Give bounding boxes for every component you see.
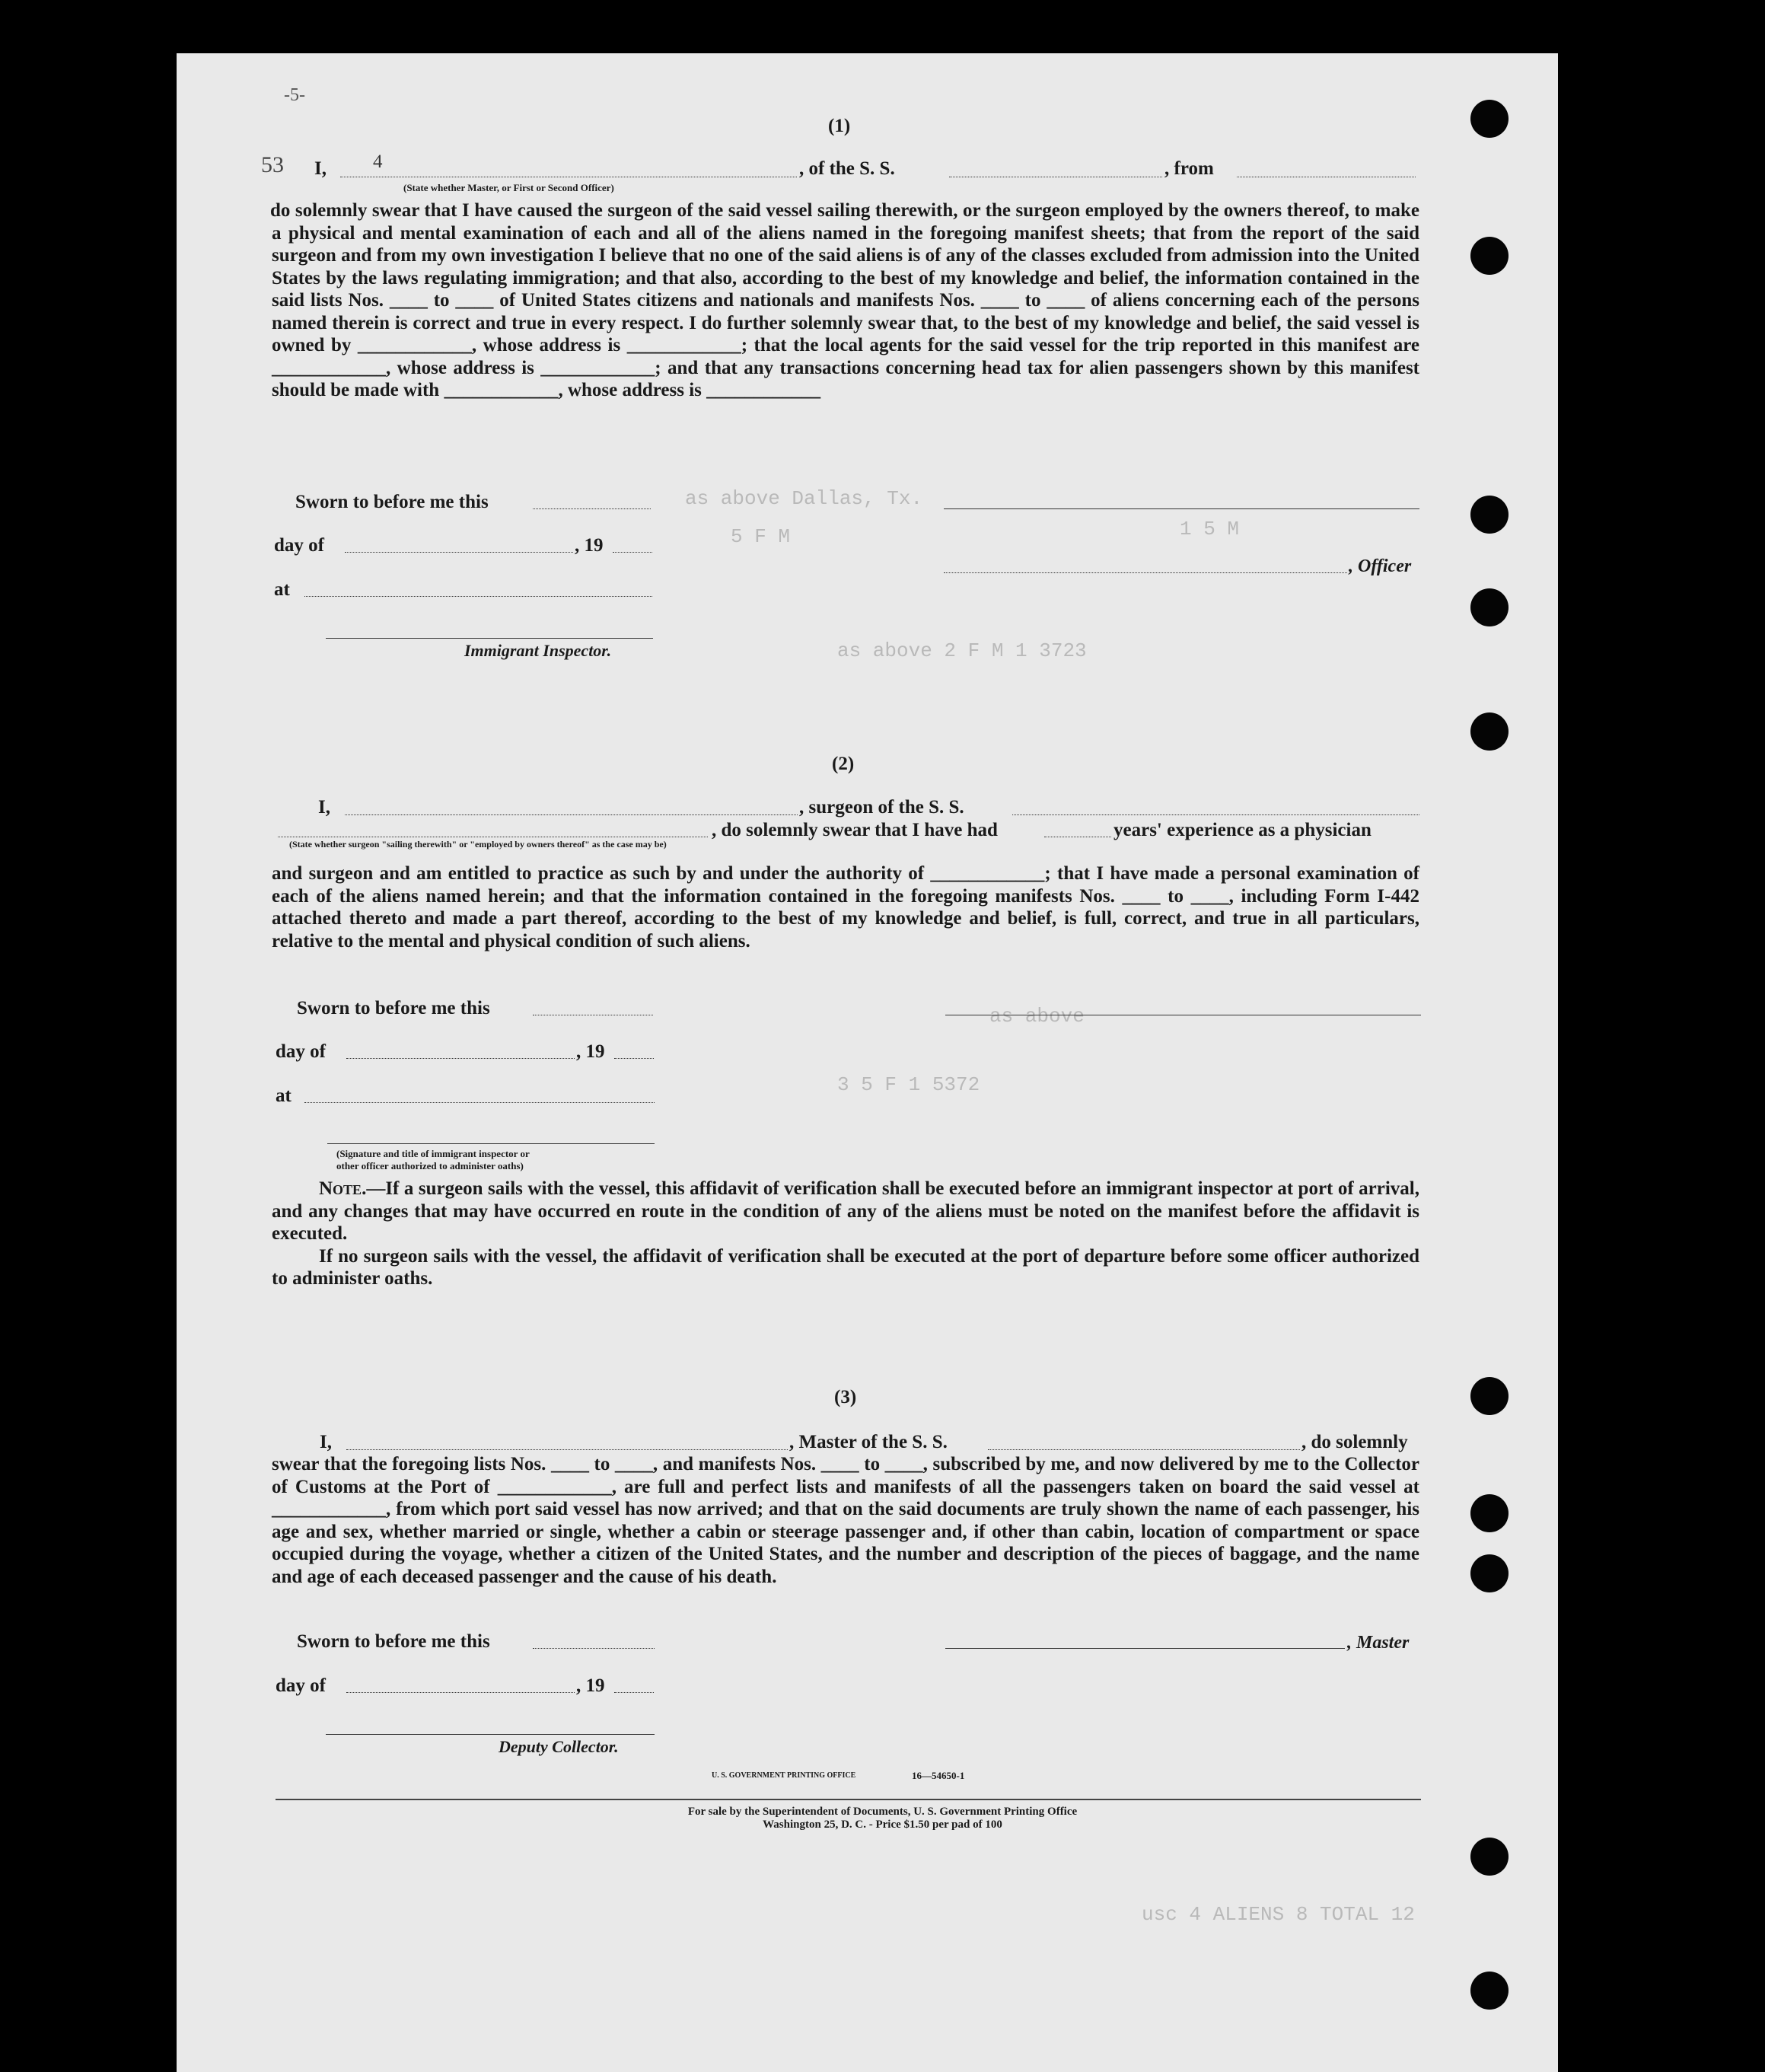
officer-label: , Officer bbox=[1349, 556, 1412, 576]
caption-signature-2: other officer authorized to administer oaths) bbox=[336, 1160, 524, 1171]
section-2-oath-text: and surgeon and am entitled to practice as such by and under the authority of ____________; that I have made a personal examination of each of the aliens named herein; and that the information contained in the foregoing manifests Nos. ____ to ____, including Form I-442 attached thereto and made a part thereof, according to the best of my knowledge and belief, is full, correct, and true in all particulars, relative to the mental and physical condition of such aliens. bbox=[272, 863, 1419, 952]
section-3-I: I, bbox=[320, 1432, 332, 1452]
day-of-label-2: day of bbox=[276, 1041, 326, 1062]
caption-officer: (State whether Master, or First or Second Officer) bbox=[403, 182, 614, 193]
caption-surgeon: (State whether surgeon "sailing therewith" or "employed by owners thereof" as the case may be) bbox=[289, 839, 667, 850]
do-solemnly-label: , do solemnly bbox=[1301, 1432, 1408, 1452]
section-1-oath-paragraph: do solemnly swear that I have caused the surgeon of the said vessel sailing therewith, or the surgeon employed by the owners thereof, to make a physical and mental examination of each and all of the aliens named in the foregoing manifest sheets; that from the report of the said surgeon and from my own investigation I believe that no one of the said aliens is of any of the classes excluded from admission into the United States by the laws regulating immigration; and that also, according to the best of my knowledge and belief, the information contained in the said lists Nos. ____ to ____ of United States citizens and nationals and manifests Nos. ____ to ____ of aliens concerning each of the persons named therein is correct and true in every respect. I do further solemnly swear that, to the best of my knowledge and belief, the said vessel is owned by ____________, whose address is ____________; that the local agents for the said vessel for the trip reported in this manifest are ____________, whose address is ____________; and that any transactions concerning head tax for alien passengers shown by this manifest should be made with ____________, whose address is ____________ bbox=[270, 200, 1419, 400]
binder-hole bbox=[1470, 1554, 1509, 1592]
binder-hole bbox=[1470, 237, 1509, 275]
surgeon-name-field[interactable] bbox=[345, 814, 798, 815]
year-field-3[interactable] bbox=[614, 1692, 654, 1693]
from-label: , from bbox=[1164, 158, 1214, 179]
master-signature-line[interactable] bbox=[945, 1648, 1345, 1649]
master-of-ss-label: , Master of the S. S. bbox=[789, 1432, 948, 1452]
at-field-1[interactable] bbox=[304, 596, 652, 597]
binder-hole bbox=[1470, 100, 1509, 138]
sworn-label-2: Sworn to before me this bbox=[297, 998, 490, 1018]
note-label: Note. bbox=[319, 1178, 367, 1199]
surgeon-of-ss-label: , surgeon of the S. S. bbox=[799, 797, 964, 818]
bleed-through-text: 3 5 F 1 5372 bbox=[837, 1073, 980, 1096]
sworn-label-1: Sworn to before me this bbox=[295, 492, 489, 512]
day-of-label-3: day of bbox=[276, 1675, 326, 1696]
section-1-oath-text bbox=[272, 199, 1419, 402]
deputy-collector-label: Deputy Collector. bbox=[499, 1737, 619, 1756]
at-field-2[interactable] bbox=[304, 1102, 655, 1103]
note-block bbox=[272, 1178, 1419, 1290]
master-label: , Master bbox=[1347, 1633, 1410, 1653]
binder-hole bbox=[1470, 1377, 1509, 1415]
year-label-1: , 19 bbox=[575, 535, 604, 556]
note-paragraph-1 bbox=[272, 1178, 1419, 1245]
handwritten-mark: 4 bbox=[373, 151, 383, 172]
officer-title-line[interactable] bbox=[944, 572, 1347, 573]
year-label-3: , 19 bbox=[576, 1675, 605, 1696]
master-name-field[interactable] bbox=[346, 1449, 788, 1450]
day-of-field-3[interactable] bbox=[346, 1692, 575, 1693]
bleed-through-text: usc 4 ALIENS 8 TOTAL 12 bbox=[1142, 1903, 1415, 1926]
bleed-through-text: as above 2 F M 1 3723 bbox=[837, 639, 1087, 662]
section-2-I: I, bbox=[318, 797, 330, 818]
section-3-oath-text: swear that the foregoing lists Nos. ____ to ____, and manifests Nos. ____ to ____, subscribed by me, and now delivered by me to the Collector of Customs at the Port of ____________, are full and perfect lists and manifests of all the passengers taken on board the said vessel at ____________, from which port said vessel has now arrived; and that on the said documents are truly shown the name of each passenger, his age and sex, whether married or single, whether a cabin or steerage passenger and, if other than cabin, location of compartment or space occupied during the voyage, whether a citizen of the United States, and the number and description of the pieces of baggage, and the name and age of each deceased passenger and the cause of his death. bbox=[272, 1454, 1419, 1587]
officer-signature-line[interactable] bbox=[944, 508, 1419, 509]
sworn-day-field-1[interactable] bbox=[533, 508, 651, 509]
at-label-2: at bbox=[276, 1085, 292, 1106]
year-label-2: , 19 bbox=[576, 1041, 605, 1062]
section-2-number: (2) bbox=[832, 754, 855, 774]
collector-signature-line[interactable] bbox=[326, 1734, 655, 1735]
inspector-signature-line[interactable] bbox=[326, 638, 653, 639]
year-field-1[interactable] bbox=[613, 552, 652, 553]
sheet-mark: 53 bbox=[261, 152, 284, 177]
note-text-1: —If a surgeon sails with the vessel, this affidavit of verification shall be executed before an immigrant inspector at port of arrival, and any changes that may have occurred en route in the condition of any of the aliens must be noted on the manifest before the affidavit is executed. bbox=[272, 1178, 1419, 1244]
day-of-field-1[interactable] bbox=[345, 552, 573, 553]
sale-line-2: Washington 25, D. C. - Price $1.50 per pad of 100 bbox=[763, 1819, 1002, 1831]
footer-rule bbox=[276, 1799, 1421, 1800]
binder-hole bbox=[1470, 1972, 1509, 2010]
binder-hole bbox=[1470, 712, 1509, 751]
sworn-day-field-3[interactable] bbox=[533, 1648, 655, 1649]
do-solemnly-swear-label: , do solemnly swear that I have had bbox=[712, 820, 998, 840]
of-ss-label: , of the S. S. bbox=[799, 158, 895, 179]
master-vessel-field[interactable] bbox=[988, 1449, 1300, 1450]
bleed-through-text: as above Dallas, Tx. bbox=[685, 487, 923, 510]
binder-hole bbox=[1470, 1494, 1509, 1532]
witness-signature-line[interactable] bbox=[327, 1143, 655, 1144]
binder-hole bbox=[1470, 588, 1509, 626]
page-stamp: -5- bbox=[284, 85, 305, 105]
binder-hole bbox=[1470, 1838, 1509, 1876]
bleed-through-text: 5 F M bbox=[731, 525, 791, 548]
surgeon-vessel-field[interactable] bbox=[1012, 814, 1419, 815]
sale-line-1: For sale by the Superintendent of Documents, U. S. Government Printing Office bbox=[687, 1806, 1078, 1818]
year-field-2[interactable] bbox=[614, 1058, 654, 1059]
day-of-field-2[interactable] bbox=[346, 1058, 575, 1059]
section-3-number: (3) bbox=[834, 1387, 857, 1407]
printing-office-label: U. S. GOVERNMENT PRINTING OFFICE bbox=[712, 1771, 856, 1780]
day-of-label-1: day of bbox=[274, 535, 324, 556]
caption-signature-1: (Signature and title of immigrant inspector or bbox=[336, 1148, 530, 1159]
section-1-number: (1) bbox=[828, 116, 851, 136]
years-experience-label: years' experience as a physician bbox=[1113, 820, 1372, 840]
bleed-through-text: as above bbox=[989, 1005, 1085, 1028]
form-number: 16—54650-1 bbox=[912, 1770, 965, 1781]
bleed-through-text: 1 5 M bbox=[1180, 518, 1240, 540]
section-1-I: I, bbox=[314, 158, 327, 179]
immigrant-inspector-label: Immigrant Inspector. bbox=[464, 641, 612, 660]
at-label-1: at bbox=[274, 579, 290, 600]
sworn-label-3: Sworn to before me this bbox=[297, 1631, 490, 1652]
binder-hole bbox=[1470, 496, 1509, 534]
note-paragraph-2: If no surgeon sails with the vessel, the affidavit of verification shall be executed at the port of departure before some officer authorized to administer oaths. bbox=[272, 1245, 1419, 1289]
